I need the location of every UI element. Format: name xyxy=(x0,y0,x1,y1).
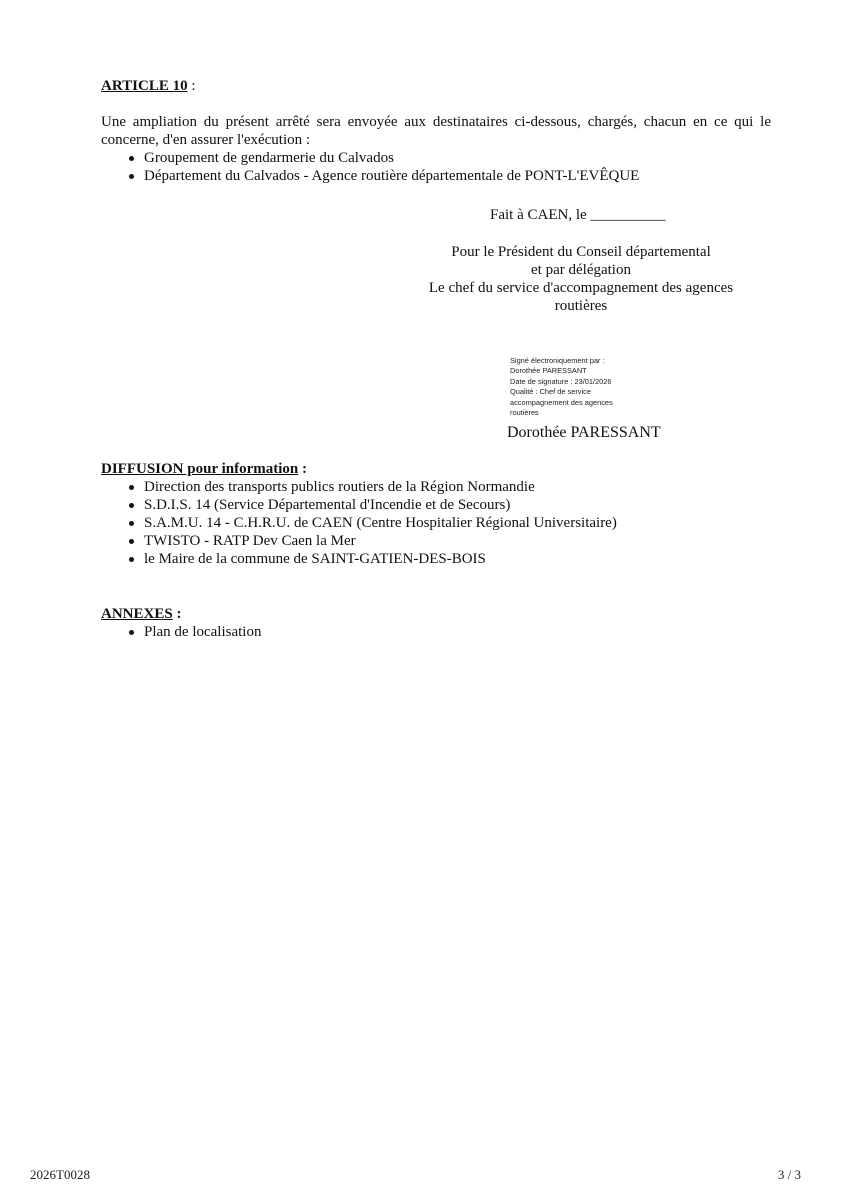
esign-line-5: accompagnement des agences xyxy=(510,397,613,407)
annexes-heading xyxy=(101,605,181,623)
list-item: S.D.I.S. 14 (Service Départemental d'Incendie et de Secours) xyxy=(101,496,617,514)
signatory-block xyxy=(420,243,742,315)
bullet-icon xyxy=(129,156,134,161)
page-number: 3 / 3 xyxy=(777,1167,801,1182)
signatory-line-4: routières xyxy=(554,298,608,314)
place-date: Fait à CAEN, le __________ xyxy=(490,207,666,223)
diffusion-heading xyxy=(101,460,307,478)
bullet-icon xyxy=(129,174,134,179)
recipients-list xyxy=(101,149,639,185)
article-heading xyxy=(101,77,196,95)
bullet-icon xyxy=(129,521,134,526)
article-paragraph: Une ampliation du présent arrêté sera envoyée aux destinataires ci-dessous, chargés, chacun en ce qui le concerne, d'en assurer l'exécution : xyxy=(101,114,771,148)
esign-line-1: Signé électroniquement par : xyxy=(510,356,605,365)
diffusion-title: DIFFUSION pour information xyxy=(101,461,299,477)
esign-line-3: Date de signature : 23/01/2026 xyxy=(510,376,612,386)
list-item: Département du Calvados - Agence routière départementale de PONT-L'EVÊQUE xyxy=(101,167,639,185)
bullet-icon xyxy=(129,485,134,490)
document-reference: 2026T0028 xyxy=(30,1167,90,1182)
annexes-list xyxy=(101,623,261,641)
esign-line-6: routières xyxy=(510,408,539,418)
esign-line-2: Dorothée PARESSANT xyxy=(510,366,587,376)
list-item: Direction des transports publics routiers de la Région Normandie xyxy=(101,478,617,496)
bullet-icon xyxy=(129,630,134,635)
article-title-colon: : xyxy=(187,78,196,94)
signatory-line-3: Le chef du service d'accompagnement des agences xyxy=(428,280,734,296)
list-item: S.A.M.U. 14 - C.H.R.U. de CAEN (Centre Hospitalier Régional Universitaire) xyxy=(101,514,617,532)
esign-line-4: Qualité : Chef de service xyxy=(510,387,591,397)
annexes-title: ANNEXES xyxy=(101,606,173,622)
diffusion-title-colon: : xyxy=(298,461,307,477)
list-item: Groupement de gendarmerie du Calvados xyxy=(101,149,639,167)
annexes-title-colon: : xyxy=(172,606,182,622)
electronic-signature-stamp xyxy=(510,356,660,418)
list-item: TWISTO - RATP Dev Caen la Mer xyxy=(101,532,617,550)
diffusion-list xyxy=(101,478,617,568)
article-title: ARTICLE 10 xyxy=(101,78,188,94)
list-item: Plan de localisation xyxy=(101,623,261,641)
signatory-line-2: et par délégation xyxy=(531,262,631,278)
list-item: le Maire de la commune de SAINT-GATIEN-DES-BOIS xyxy=(101,550,617,568)
bullet-icon xyxy=(129,557,134,562)
signatory-line-1: Pour le Président du Conseil départemental xyxy=(451,244,711,260)
signer-name: Dorothée PARESSANT xyxy=(507,424,661,441)
bullet-icon xyxy=(129,503,134,508)
bullet-icon xyxy=(129,539,134,544)
